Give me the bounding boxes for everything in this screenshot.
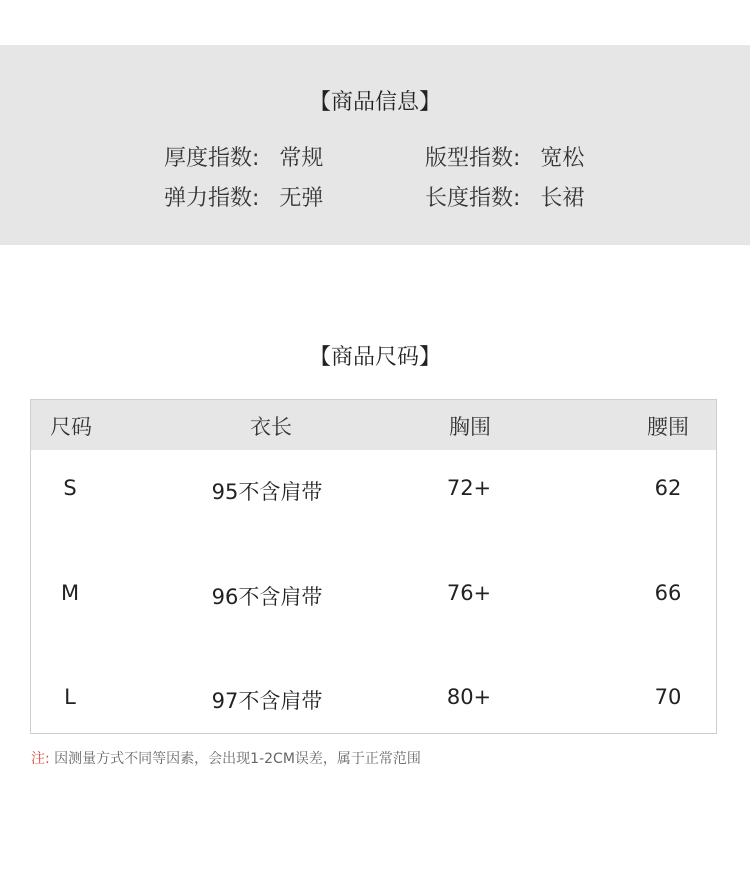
cell-waist: 70 xyxy=(654,685,682,709)
attr-key: 版型指数: xyxy=(425,146,521,171)
note-lead: 注: xyxy=(31,751,50,767)
attr-key: 长度指数: xyxy=(425,186,521,211)
size-chart-title: 【商品尺码】 xyxy=(308,345,441,370)
cell-bust: 76+ xyxy=(446,581,492,605)
header-bust: 胸围 xyxy=(449,415,491,439)
attr-key: 弹力指数: xyxy=(164,186,260,211)
product-info-title: 【商品信息】 xyxy=(308,90,441,115)
cell-length: 97不含肩带 xyxy=(211,689,323,713)
measurement-note xyxy=(31,748,421,768)
cell-size: S xyxy=(63,476,77,500)
attr-length xyxy=(425,181,584,212)
size-table xyxy=(30,399,717,734)
cell-length: 95不含肩带 xyxy=(211,480,323,504)
cell-length: 96不含肩带 xyxy=(211,585,323,609)
header-size: 尺码 xyxy=(50,415,92,439)
cell-waist: 66 xyxy=(654,581,682,605)
attr-value: 长裙 xyxy=(540,186,585,211)
header-length: 衣长 xyxy=(250,415,292,439)
cell-size: M xyxy=(60,581,80,605)
attr-value: 无弹 xyxy=(279,186,324,211)
product-info-section xyxy=(0,45,750,245)
attr-value: 宽松 xyxy=(540,146,585,171)
attr-value: 常规 xyxy=(279,146,324,171)
cell-bust: 72+ xyxy=(446,476,492,500)
header-waist: 腰围 xyxy=(647,415,689,439)
note-text: 因测量方式不同等因素，会出现1-2CM误差，属于正常范围 xyxy=(54,751,421,767)
attr-key: 厚度指数: xyxy=(164,146,260,171)
attr-fit xyxy=(425,141,584,172)
attr-elasticity xyxy=(164,181,323,212)
size-table-header xyxy=(31,400,716,450)
cell-bust: 80+ xyxy=(446,685,492,709)
cell-size: L xyxy=(64,685,76,709)
cell-waist: 62 xyxy=(654,476,682,500)
attr-thickness xyxy=(164,141,323,172)
